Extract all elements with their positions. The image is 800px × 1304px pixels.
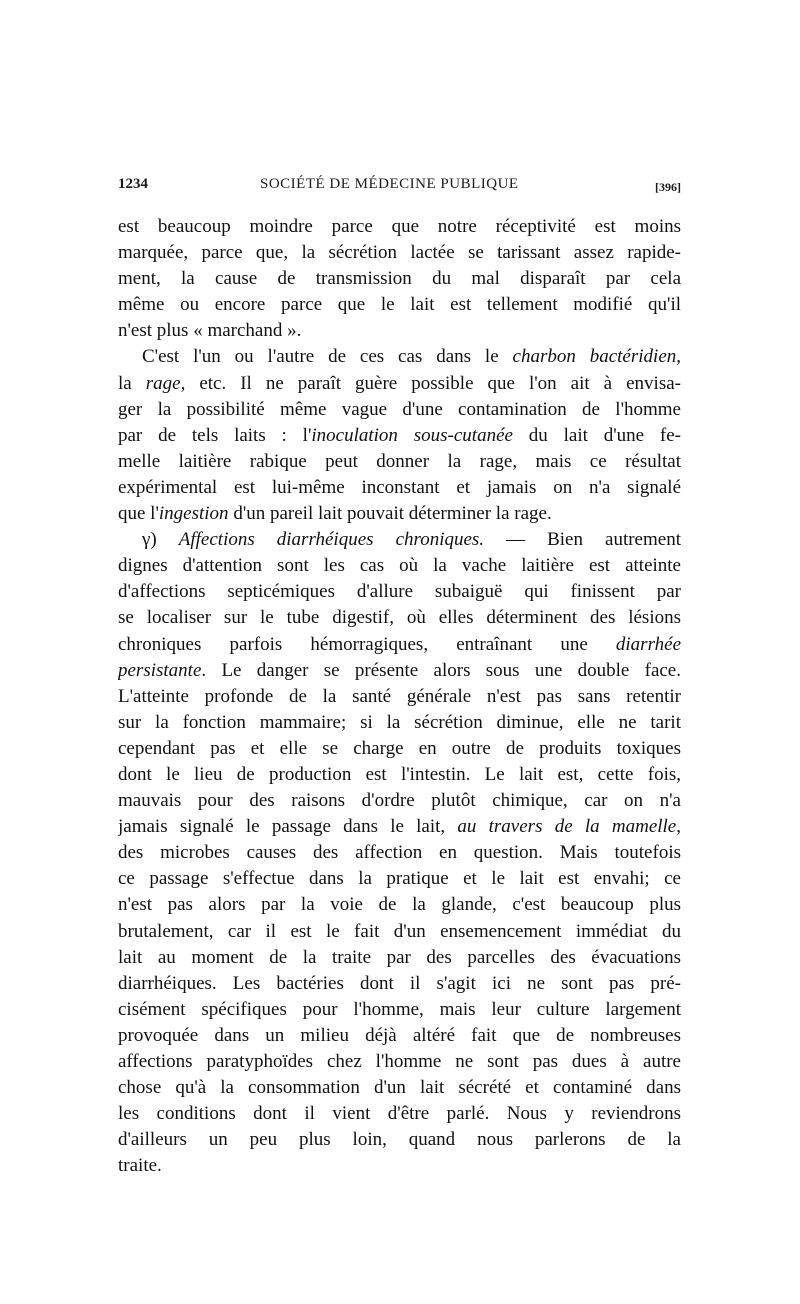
text-line: par de tels laits : l'inoculation sous-cutanée du lait d'une fe-: [118, 424, 681, 446]
text-line: ger la possibilité même vague d'une contamination de l'homme: [118, 398, 681, 420]
text-line: dignes d'attention sont les cas où la vache laitière est atteinte: [118, 555, 681, 577]
text-line: que l'ingestion d'un pareil lait pouvait déterminer la rage.: [118, 503, 552, 525]
text-line: C'est l'un ou l'autre de ces cas dans le charbon bactéridien,: [142, 346, 681, 368]
text-line: marquée, parce que, la sécrétion lactée se tarissant assez rapide-: [118, 242, 681, 264]
text-line: n'est plus « marchand ».: [118, 320, 302, 342]
text-line: se localiser sur le tube digestif, où elles déterminent des lésions: [118, 607, 681, 629]
text-line: les conditions dont il vient d'être parlé. Nous y reviendrons: [118, 1103, 681, 1125]
running-header: [118, 176, 681, 200]
text-line: d'ailleurs un peu plus loin, quand nous parlerons de la: [118, 1129, 681, 1151]
text-line: ment, la cause de transmission du mal disparaît par cela: [118, 268, 681, 290]
text-line: même ou encore parce que le lait est tellement modifié qu'il: [118, 294, 681, 316]
text-line: chroniques parfois hémorragiques, entraînant une diarrhée: [118, 633, 681, 655]
text-line: dont le lieu de production est l'intestin. Le lait est, cette fois,: [118, 763, 681, 785]
text-line: cependant pas et elle se charge en outre de produits toxiques: [118, 737, 681, 759]
text-line: L'atteinte profonde de la santé générale n'est pas sans retentir: [118, 685, 681, 707]
text-line: d'affections septicémiques d'allure subaiguë qui finissent par: [118, 581, 681, 603]
text-line: diarrhéiques. Les bactéries dont il s'agit ici ne sont pas pré-: [118, 972, 681, 994]
text-line: sur la fonction mammaire; si la sécrétion diminue, elle ne tarit: [118, 711, 681, 733]
text-line: n'est pas alors par la voie de la glande, c'est beaucoup plus: [118, 894, 681, 916]
body-text: [118, 214, 681, 1179]
text-line: la rage, etc. Il ne paraît guère possible que l'on ait à envisa-: [118, 372, 681, 394]
text-line: brutalement, car il est le fait d'un ensemencement immédiat du: [118, 920, 681, 942]
text-line: cisément spécifiques pour l'homme, mais leur culture largement: [118, 998, 681, 1020]
text-line: melle laitière rabique peut donner la rage, mais ce résultat: [118, 450, 681, 472]
text-line: lait au moment de la traite par des parcelles des évacuations: [118, 946, 681, 968]
text-line: des microbes causes des affection en question. Mais toutefois: [118, 842, 681, 864]
text-line: provoquée dans un milieu déjà altéré fait que de nombreuses: [118, 1024, 681, 1046]
text-line: persistante. Le danger se présente alors sous une double face.: [118, 659, 681, 681]
text-line: chose qu'à la consommation d'un lait sécrété et contaminé dans: [118, 1077, 681, 1099]
text-line: expérimental est lui-même inconstant et jamais on n'a signalé: [118, 476, 681, 498]
text-line: traite.: [118, 1155, 162, 1177]
text-line: jamais signalé le passage dans le lait, au travers de la mamelle,: [118, 816, 681, 838]
text-line: mauvais pour des raisons d'ordre plutôt chimique, car on n'a: [118, 790, 681, 812]
text-line: est beaucoup moindre parce que notre réceptivité est moins: [118, 216, 681, 237]
page-number: 1234: [118, 176, 148, 192]
running-title: SOCIÉTÉ DE MÉDECINE PUBLIQUE: [260, 176, 519, 192]
section-number: [396]: [655, 180, 681, 194]
text-line: γ) Affections diarrhéiques chroniques. — Bien autrement: [142, 529, 681, 551]
text-line: affections paratyphoïdes chez l'homme ne sont pas dues à autre: [118, 1051, 681, 1072]
text-line: ce passage s'effectue dans la pratique et le lait est envahi; ce: [118, 868, 681, 890]
